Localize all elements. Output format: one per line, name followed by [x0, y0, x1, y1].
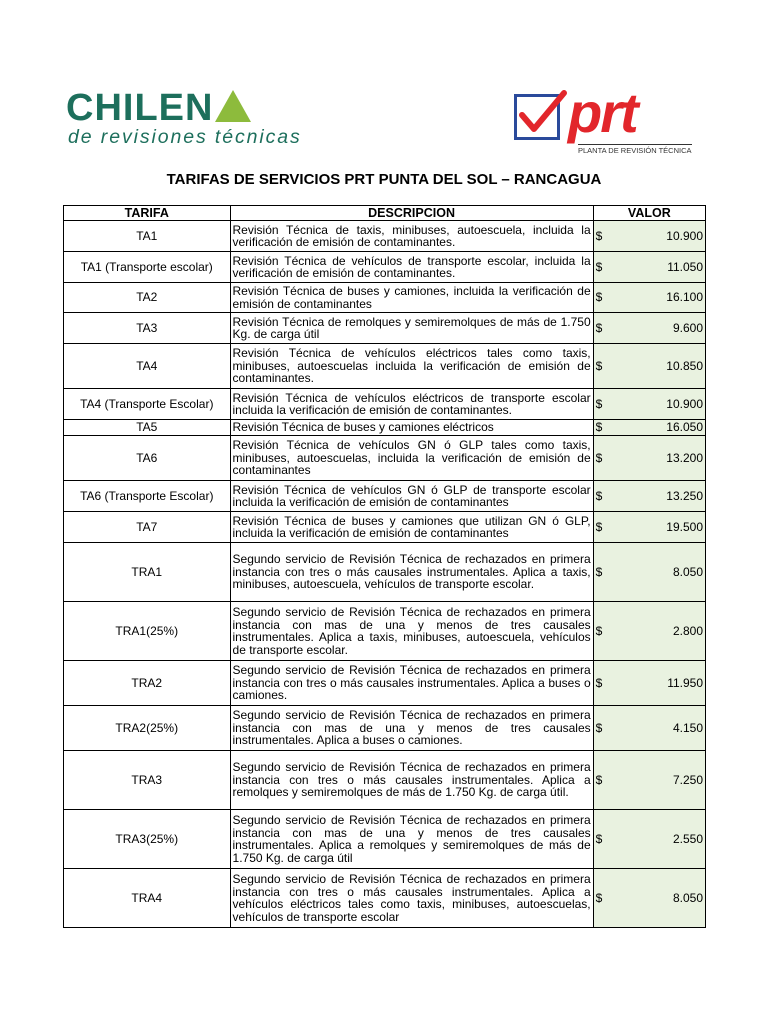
valor-cell: [593, 661, 705, 706]
descripcion-cell: Segundo servicio de Revisión Técnica de rechazados en primera instancia con mas de una y menos de tres causales instrumentales. Aplica a remolques y semiremolques de más de 1.750 Kg. de carga útil: [230, 810, 593, 869]
tarifa-cell: TRA2: [64, 661, 231, 706]
tarifa-cell: TRA3: [64, 751, 231, 810]
currency-symbol: $: [595, 623, 603, 638]
descripcion-cell: Revisión Técnica de vehículos eléctricos de transporte escolar incluida la verificación de emisión de contaminantes.: [230, 389, 593, 420]
tarifa-cell: TA3: [64, 313, 231, 344]
tarifa-cell: TA7: [64, 512, 231, 543]
table-row: [64, 481, 706, 512]
valor-cell: [593, 221, 705, 252]
currency-symbol: $: [595, 519, 603, 534]
descripcion-cell: Segundo servicio de Revisión Técnica de rechazados en primera instancia con mas de una y menos de tres causales instrumentales. Aplica a buses o camiones.: [230, 706, 593, 751]
valor-amount: 16.100: [666, 290, 703, 305]
chilena-logo-name: CHILEN: [66, 87, 214, 129]
valor-cell: [593, 543, 705, 602]
chilena-logo-tagline: de revisiones técnicas: [68, 126, 302, 148]
currency-symbol: $: [595, 450, 603, 465]
table-row: [64, 436, 706, 481]
descripcion-cell: Revisión Técnica de remolques y semiremolques de más de 1.750 Kg. de carga útil: [230, 313, 593, 344]
valor-amount: 2.800: [672, 623, 703, 638]
valor-cell: [593, 602, 705, 661]
currency-symbol: $: [595, 488, 603, 503]
tarifa-cell: TA4: [64, 344, 231, 389]
valor-amount: 11.950: [667, 675, 703, 690]
table-body: [64, 221, 706, 928]
table-row: [64, 706, 706, 751]
descripcion-cell: Revisión Técnica de vehículos GN ó GLP tales como taxis, minibuses, autoescuelas, incluida la verificación de emisión de contaminantes: [230, 436, 593, 481]
currency-symbol: $: [595, 320, 603, 335]
currency-symbol: $: [595, 358, 603, 373]
header-valor: VALOR: [593, 206, 705, 221]
descripcion-cell: Revisión Técnica de taxis, minibuses, autoescuela, incluida la verificación de emisión de contaminantes.: [230, 221, 593, 252]
currency-symbol: $: [595, 420, 603, 435]
valor-amount: 19.500: [666, 519, 703, 534]
currency-symbol: $: [595, 772, 603, 787]
tarifa-cell: TA4 (Transporte Escolar): [64, 389, 231, 420]
tarifa-cell: TA1: [64, 221, 231, 252]
header-descripcion: DESCRIPCION: [230, 206, 593, 221]
descripcion-cell: Segundo servicio de Revisión Técnica de rechazados en primera instancia con tres o más causales instrumentales. Aplica a vehículos eléctricos tales como taxis, minibuses, autoescuelas, vehículos de transporte escolar: [230, 869, 593, 928]
descripcion-cell: Revisión Técnica de buses y camiones, incluida la verificación de emisión de contaminantes: [230, 283, 593, 313]
tarifa-cell: TRA1(25%): [64, 602, 231, 661]
tarifa-cell: TA5: [64, 420, 231, 436]
valor-cell: [593, 420, 705, 436]
valor-cell: [593, 869, 705, 928]
table-row: [64, 344, 706, 389]
valor-amount: 13.200: [666, 450, 703, 465]
valor-amount: 10.850: [666, 358, 703, 373]
table-row: [64, 389, 706, 420]
valor-amount: 10.900: [666, 396, 703, 411]
valor-cell: [593, 389, 705, 420]
descripcion-cell: Revisión Técnica de buses y camiones que utilizan GN ó GLP, incluida la verificación de emisión de contaminantes: [230, 512, 593, 543]
table-row: [64, 283, 706, 313]
valor-cell: [593, 512, 705, 543]
table-row: [64, 252, 706, 283]
valor-cell: [593, 706, 705, 751]
chilena-logo: [66, 88, 326, 148]
descripcion-cell: Segundo servicio de Revisión Técnica de rechazados en primera instancia con tres o más causales instrumentales. Aplica a remolques y semiremolques de más de 1.750 Kg. de carga útil.: [230, 751, 593, 810]
valor-amount: 7.250: [672, 772, 703, 787]
tarifa-cell: TA6 (Transporte Escolar): [64, 481, 231, 512]
valor-amount: 11.050: [667, 259, 703, 274]
descripcion-cell: Revisión Técnica de vehículos GN ó GLP de transporte escolar incluida la verificación de emisión de contaminantes: [230, 481, 593, 512]
valor-cell: [593, 283, 705, 313]
table-row: [64, 869, 706, 928]
table-row: [64, 221, 706, 252]
valor-amount: 4.150: [672, 720, 703, 735]
table-row: [64, 602, 706, 661]
descripcion-cell: Revisión Técnica de vehículos de transporte escolar, incluida la verificación de emisión de contaminantes.: [230, 252, 593, 283]
valor-cell: [593, 810, 705, 869]
table-row: [64, 313, 706, 344]
valor-cell: [593, 344, 705, 389]
tarifa-cell: TA6: [64, 436, 231, 481]
valor-amount: 8.050: [672, 564, 703, 579]
valor-amount: 16.050: [666, 420, 703, 435]
page-title: TARIFAS DE SERVICIOS PRT PUNTA DEL SOL – RANCAGUA: [166, 171, 602, 188]
currency-symbol: $: [595, 675, 603, 690]
valor-amount: 8.050: [672, 890, 703, 905]
tarifa-cell: TRA1: [64, 543, 231, 602]
header-tarifa: TARIFA: [64, 206, 231, 221]
tarifa-cell: TA1 (Transporte escolar): [64, 252, 231, 283]
table-row: [64, 543, 706, 602]
valor-amount: 10.900: [666, 228, 703, 243]
currency-symbol: $: [595, 720, 603, 735]
table-row: [64, 661, 706, 706]
currency-symbol: $: [595, 890, 603, 905]
currency-symbol: $: [595, 259, 603, 274]
valor-cell: [593, 252, 705, 283]
valor-amount: 2.550: [672, 831, 703, 846]
tarifa-cell: TA2: [64, 283, 231, 313]
valor-amount: 13.250: [666, 488, 703, 503]
table-row: [64, 420, 706, 436]
table-row: [64, 810, 706, 869]
checkbox-icon: [514, 94, 560, 140]
currency-symbol: $: [595, 228, 603, 243]
currency-symbol: $: [595, 564, 603, 579]
prt-logo-subtitle: PLANTA DE REVISIÓN TÉCNICA: [578, 146, 692, 155]
currency-symbol: $: [595, 831, 603, 846]
currency-symbol: $: [595, 290, 603, 305]
table-row: [64, 751, 706, 810]
descripcion-cell: Revisión Técnica de vehículos eléctricos tales como taxis, minibuses, autoescuelas incluida la verificación de emisión de contaminantes.: [230, 344, 593, 389]
table-row: [64, 512, 706, 543]
tarifa-cell: TRA3(25%): [64, 810, 231, 869]
valor-cell: [593, 751, 705, 810]
descripcion-cell: Segundo servicio de Revisión Técnica de rechazados en primera instancia con tres o más causales instrumentales. Aplica a taxis, minibuses, autoescuela, vehículos de transporte escolar.: [230, 543, 593, 602]
table-header-row: [64, 206, 706, 221]
chilena-logo-triangle: [215, 90, 251, 122]
descripcion-cell: Segundo servicio de Revisión Técnica de rechazados en primera instancia con mas de una y menos de tres causales instrumentales. Aplica a taxis, minibuses, autoescuela, vehículos de transporte escolar.: [230, 602, 593, 661]
valor-cell: [593, 313, 705, 344]
descripcion-cell: Revisión Técnica de buses y camiones eléctricos: [230, 420, 593, 436]
valor-cell: [593, 481, 705, 512]
tarifas-table: [63, 205, 706, 928]
tarifa-cell: TRA4: [64, 869, 231, 928]
currency-symbol: $: [595, 396, 603, 411]
valor-amount: 9.600: [672, 320, 703, 335]
prt-logo: [512, 81, 702, 158]
descripcion-cell: Segundo servicio de Revisión Técnica de rechazados en primera instancia con tres o más causales instrumentales. Aplica a buses o camiones.: [230, 661, 593, 706]
valor-cell: [593, 436, 705, 481]
tarifa-cell: TRA2(25%): [64, 706, 231, 751]
prt-logo-name: prt: [568, 81, 637, 144]
